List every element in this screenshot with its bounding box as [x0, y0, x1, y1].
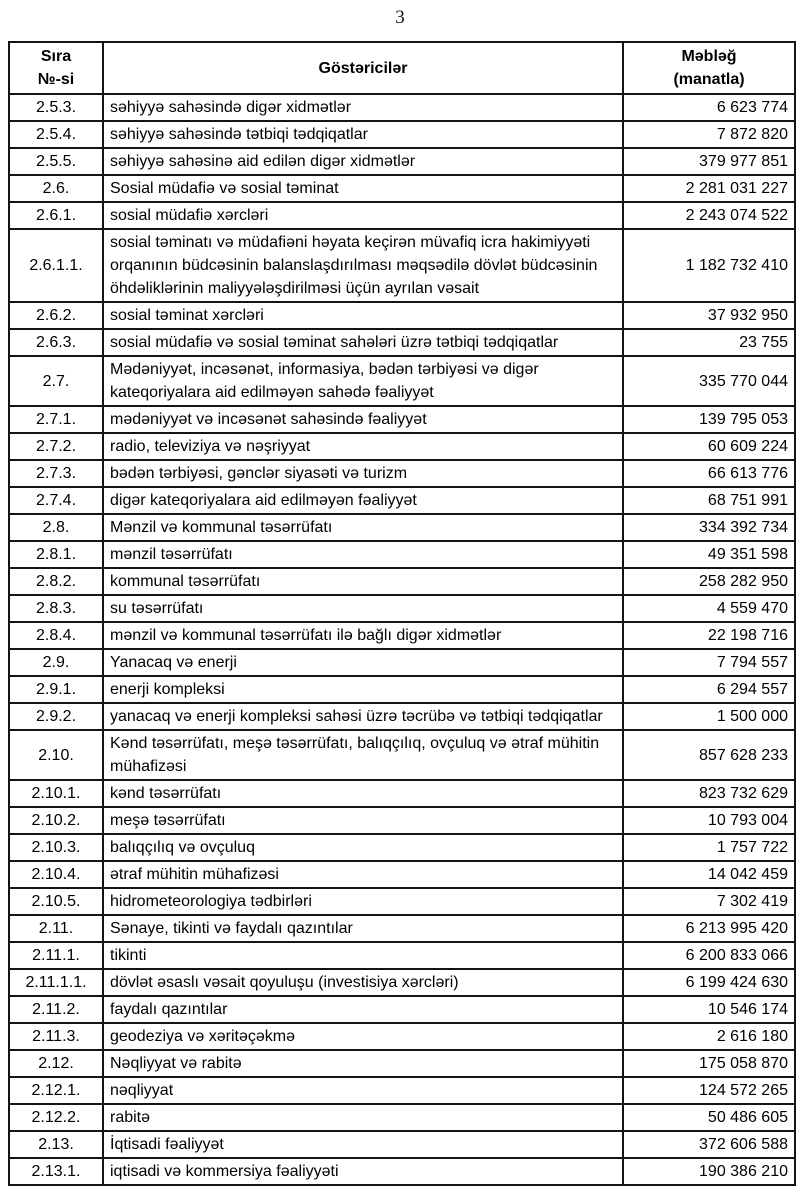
row-number-cell: 2.7.2.	[9, 433, 103, 460]
table-row	[9, 514, 795, 541]
row-amount-cell: 6 213 995 420	[623, 915, 795, 942]
row-number-cell: 2.10.3.	[9, 834, 103, 861]
row-amount-cell: 139 795 053	[623, 406, 795, 433]
table-row	[9, 996, 795, 1023]
table-row	[9, 703, 795, 730]
row-amount-cell: 4 559 470	[623, 595, 795, 622]
row-indicator-cell: Yanacaq və enerji	[103, 649, 623, 676]
row-amount-cell: 14 042 459	[623, 861, 795, 888]
row-indicator-cell: ətraf mühitin mühafizəsi	[103, 861, 623, 888]
table-row	[9, 1023, 795, 1050]
row-indicator-cell: tikinti	[103, 942, 623, 969]
table-row	[9, 148, 795, 175]
row-number-cell: 2.11.1.1.	[9, 969, 103, 996]
row-amount-cell: 379 977 851	[623, 148, 795, 175]
row-indicator-cell: mənzil və kommunal təsərrüfatı ilə bağlı digər xidmətlər	[103, 622, 623, 649]
row-amount-cell: 2 616 180	[623, 1023, 795, 1050]
row-amount-cell: 6 199 424 630	[623, 969, 795, 996]
row-indicator-cell: Mədəniyyət, incəsənət, informasiya, bədən tərbiyəsi və digər kateqoriyalara aid edilməyən sahədə fəaliyyət	[103, 356, 623, 406]
table-row	[9, 121, 795, 148]
row-amount-cell: 66 613 776	[623, 460, 795, 487]
row-indicator-cell: səhiyyə sahəsində digər xidmətlər	[103, 94, 623, 121]
row-number-cell: 2.13.1.	[9, 1158, 103, 1185]
table-row	[9, 676, 795, 703]
row-indicator-cell: bədən tərbiyəsi, gənclər siyasəti və turizm	[103, 460, 623, 487]
row-indicator-cell: Sənaye, tikinti və faydalı qazıntılar	[103, 915, 623, 942]
row-indicator-cell: sosial təminatı və müdafiəni həyata keçirən müvafiq icra hakimiyyəti orqanının büdcəsinin balanslaşdırılması məqsədilə dövlət büdcəsinin öhdəliklərinin maliyyələşdirilməsi üçün ayrılan vəsait	[103, 229, 623, 302]
row-indicator-cell: Kənd təsərrüfatı, meşə təsərrüfatı, balıqçılıq, ovçuluq və ətraf mühitin mühafizəsi	[103, 730, 623, 780]
row-indicator-cell: kommunal təsərrüfatı	[103, 568, 623, 595]
row-amount-cell: 23 755	[623, 329, 795, 356]
row-amount-cell: 7 794 557	[623, 649, 795, 676]
table-row	[9, 780, 795, 807]
row-amount-cell: 857 628 233	[623, 730, 795, 780]
row-amount-cell: 1 757 722	[623, 834, 795, 861]
row-indicator-cell: sosial müdafiə və sosial təminat sahələri üzrə tətbiqi tədqiqatlar	[103, 329, 623, 356]
row-number-cell: 2.13.	[9, 1131, 103, 1158]
row-amount-cell: 10 793 004	[623, 807, 795, 834]
row-number-cell: 2.11.3.	[9, 1023, 103, 1050]
row-indicator-cell: dövlət əsaslı vəsait qoyuluşu (investisiya xərcləri)	[103, 969, 623, 996]
row-number-cell: 2.8.	[9, 514, 103, 541]
row-number-cell: 2.7.3.	[9, 460, 103, 487]
table-row	[9, 568, 795, 595]
row-indicator-cell: sosial müdafiə xərcləri	[103, 202, 623, 229]
row-amount-cell: 50 486 605	[623, 1104, 795, 1131]
row-indicator-cell: səhiyyə sahəsində tətbiqi tədqiqatlar	[103, 121, 623, 148]
row-amount-cell: 372 606 588	[623, 1131, 795, 1158]
row-number-cell: 2.9.	[9, 649, 103, 676]
row-number-cell: 2.7.4.	[9, 487, 103, 514]
row-indicator-cell: balıqçılıq və ovçuluq	[103, 834, 623, 861]
row-number-cell: 2.6.1.	[9, 202, 103, 229]
table-row	[9, 730, 795, 780]
row-indicator-cell: səhiyyə sahəsinə aid edilən digər xidmətlər	[103, 148, 623, 175]
row-number-cell: 2.6.3.	[9, 329, 103, 356]
row-amount-cell: 335 770 044	[623, 356, 795, 406]
header-row-number	[9, 42, 103, 94]
row-amount-cell: 2 243 074 522	[623, 202, 795, 229]
header-amount-line2: (manatla)	[673, 71, 745, 88]
table-row	[9, 888, 795, 915]
table-row	[9, 649, 795, 676]
table-body	[9, 94, 795, 1185]
table-row	[9, 1077, 795, 1104]
row-number-cell: 2.5.3.	[9, 94, 103, 121]
row-amount-cell: 49 351 598	[623, 541, 795, 568]
row-amount-cell: 6 200 833 066	[623, 942, 795, 969]
row-amount-cell: 334 392 734	[623, 514, 795, 541]
row-amount-cell: 1 182 732 410	[623, 229, 795, 302]
row-number-cell: 2.12.2.	[9, 1104, 103, 1131]
table-row	[9, 94, 795, 121]
table-header	[9, 42, 795, 94]
row-indicator-cell: iqtisadi və kommersiya fəaliyyəti	[103, 1158, 623, 1185]
row-indicator-cell: geodeziya və xəritəçəkmə	[103, 1023, 623, 1050]
row-number-cell: 2.12.	[9, 1050, 103, 1077]
row-indicator-cell: enerji kompleksi	[103, 676, 623, 703]
row-amount-cell: 22 198 716	[623, 622, 795, 649]
header-indicators: Göstəricilər	[103, 42, 623, 94]
row-indicator-cell: mənzil təsərrüfatı	[103, 541, 623, 568]
row-amount-cell: 175 058 870	[623, 1050, 795, 1077]
table-row	[9, 433, 795, 460]
table-row	[9, 329, 795, 356]
header-amount-line1: Məbləğ	[681, 48, 737, 65]
row-amount-cell: 7 872 820	[623, 121, 795, 148]
header-row-number-line1: Sıra	[40, 48, 72, 65]
row-number-cell: 2.10.4.	[9, 861, 103, 888]
row-indicator-cell: yanacaq və enerji kompleksi sahəsi üzrə təcrübə və tətbiqi tədqiqatlar	[103, 703, 623, 730]
header-row-number-line2: №-si	[37, 71, 75, 88]
row-amount-cell: 1 500 000	[623, 703, 795, 730]
row-amount-cell: 6 623 774	[623, 94, 795, 121]
row-indicator-cell: kənd təsərrüfatı	[103, 780, 623, 807]
table-row	[9, 356, 795, 406]
row-amount-cell: 60 609 224	[623, 433, 795, 460]
row-indicator-cell: meşə təsərrüfatı	[103, 807, 623, 834]
row-amount-cell: 68 751 991	[623, 487, 795, 514]
row-number-cell: 2.8.3.	[9, 595, 103, 622]
table-row	[9, 202, 795, 229]
table-row	[9, 969, 795, 996]
table-row	[9, 406, 795, 433]
row-number-cell: 2.11.2.	[9, 996, 103, 1023]
row-indicator-cell: rabitə	[103, 1104, 623, 1131]
table-row	[9, 1131, 795, 1158]
row-number-cell: 2.10.5.	[9, 888, 103, 915]
row-indicator-cell: Nəqliyyat və rabitə	[103, 1050, 623, 1077]
row-number-cell: 2.7.	[9, 356, 103, 406]
row-amount-cell: 37 932 950	[623, 302, 795, 329]
row-indicator-cell: faydalı qazıntılar	[103, 996, 623, 1023]
row-indicator-cell: mədəniyyət və incəsənət sahəsində fəaliyyət	[103, 406, 623, 433]
table-row	[9, 1104, 795, 1131]
row-indicator-cell: Mənzil və kommunal təsərrüfatı	[103, 514, 623, 541]
row-indicator-cell: Sosial müdafiə və sosial təminat	[103, 175, 623, 202]
row-number-cell: 2.7.1.	[9, 406, 103, 433]
row-indicator-cell: İqtisadi fəaliyyət	[103, 1131, 623, 1158]
row-number-cell: 2.6.	[9, 175, 103, 202]
row-indicator-cell: sosial təminat xərcləri	[103, 302, 623, 329]
row-number-cell: 2.6.2.	[9, 302, 103, 329]
row-indicator-cell: radio, televiziya və nəşriyyat	[103, 433, 623, 460]
table-row	[9, 1158, 795, 1185]
table-row	[9, 915, 795, 942]
table-row	[9, 487, 795, 514]
row-number-cell: 2.5.4.	[9, 121, 103, 148]
row-amount-cell: 10 546 174	[623, 996, 795, 1023]
row-number-cell: 2.10.	[9, 730, 103, 780]
table-row	[9, 595, 795, 622]
table-row	[9, 942, 795, 969]
table-row	[9, 622, 795, 649]
row-number-cell: 2.9.2.	[9, 703, 103, 730]
table-row	[9, 834, 795, 861]
table-row	[9, 541, 795, 568]
header-amount	[623, 42, 795, 94]
row-amount-cell: 258 282 950	[623, 568, 795, 595]
row-amount-cell: 2 281 031 227	[623, 175, 795, 202]
table-row	[9, 175, 795, 202]
table-row	[9, 302, 795, 329]
row-number-cell: 2.12.1.	[9, 1077, 103, 1104]
row-amount-cell: 823 732 629	[623, 780, 795, 807]
row-number-cell: 2.9.1.	[9, 676, 103, 703]
row-amount-cell: 190 386 210	[623, 1158, 795, 1185]
row-number-cell: 2.10.1.	[9, 780, 103, 807]
row-number-cell: 2.10.2.	[9, 807, 103, 834]
row-number-cell: 2.8.4.	[9, 622, 103, 649]
row-number-cell: 2.8.1.	[9, 541, 103, 568]
row-amount-cell: 6 294 557	[623, 676, 795, 703]
row-indicator-cell: hidrometeorologiya tədbirləri	[103, 888, 623, 915]
row-number-cell: 2.5.5.	[9, 148, 103, 175]
budget-table	[8, 41, 796, 1186]
row-number-cell: 2.8.2.	[9, 568, 103, 595]
table-row	[9, 460, 795, 487]
page-number: 3	[395, 7, 405, 28]
row-number-cell: 2.11.1.	[9, 942, 103, 969]
header-row	[9, 42, 795, 94]
table-row	[9, 229, 795, 302]
table-row	[9, 807, 795, 834]
row-indicator-cell: digər kateqoriyalara aid edilməyən fəaliyyət	[103, 487, 623, 514]
row-amount-cell: 124 572 265	[623, 1077, 795, 1104]
row-indicator-cell: su təsərrüfatı	[103, 595, 623, 622]
row-indicator-cell: nəqliyyat	[103, 1077, 623, 1104]
row-number-cell: 2.11.	[9, 915, 103, 942]
row-number-cell: 2.6.1.1.	[9, 229, 103, 302]
table-row	[9, 1050, 795, 1077]
table-row	[9, 861, 795, 888]
row-amount-cell: 7 302 419	[623, 888, 795, 915]
